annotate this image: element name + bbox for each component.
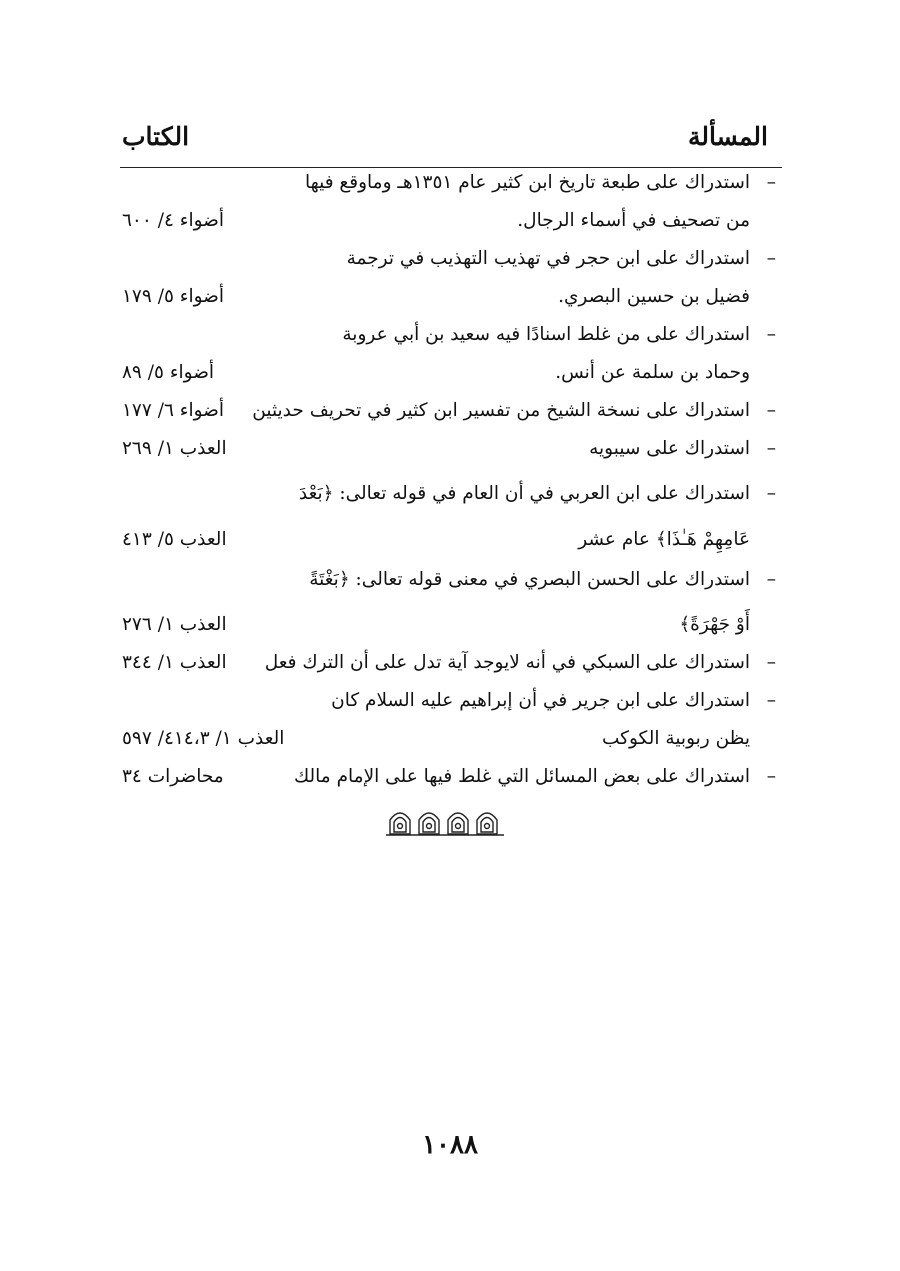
entry-reference: العذب ١/ ٤١٤،٣/ ٥٩٧ xyxy=(122,728,285,749)
entry-reference: العذب ٥/ ٤١٣ xyxy=(122,529,227,550)
entry-reference: أضواء ٥/ ١٧٩ xyxy=(122,286,225,307)
entry-text-line: عَامِهِمْ هَـٰذَا﴾ عام عشر xyxy=(578,529,750,550)
entry-reference: العذب ١/ ٣٤٤ xyxy=(122,652,227,673)
entry-text-line: استدراك على ابن جرير في أن إبراهيم عليه السلام كان xyxy=(331,690,750,711)
entry-reference: أضواء ٤/ ٦٠٠ xyxy=(122,210,225,231)
entry-text-line: استدراك على طبعة تاريخ ابن كثير عام ١٣٥١هـ وماوقع فيها xyxy=(304,172,750,193)
entry-text-line: استدراك على بعض المسائل التي غلط فيها على الإمام مالك xyxy=(293,766,750,787)
entry-dash: – xyxy=(766,248,776,269)
entry-text-line: يظن ربوبية الكوكب xyxy=(602,728,750,749)
entry-dash: – xyxy=(766,766,776,787)
entry-reference: محاضرات ٣٤ xyxy=(122,766,224,787)
entry-text-line: من تصحيف في أسماء الرجال. xyxy=(517,210,750,231)
entry-text-line: أَوْ جَهْرَةً﴾ xyxy=(679,614,750,635)
ornament-divider-icon xyxy=(386,806,504,836)
entry-dash: – xyxy=(766,569,776,590)
entry-reference: العذب ١/ ٢٧٦ xyxy=(122,614,227,635)
entry-text-line: استدراك على السبكي في أنه لايوجد آية تدل على أن الترك فعل xyxy=(264,652,750,673)
entry-text-line: استدراك على نسخة الشيخ من تفسير ابن كثير في تحريف حديثين xyxy=(252,400,750,421)
header-rule xyxy=(120,167,782,168)
entry-text-line: فضيل بن حسين البصري. xyxy=(558,286,750,307)
entry-dash: – xyxy=(766,690,776,711)
entry-dash: – xyxy=(766,483,776,504)
entry-dash: – xyxy=(766,400,776,421)
entry-reference: أضواء ٥/ ٨٩ xyxy=(122,362,215,383)
entry-reference: أضواء ٦/ ١٧٧ xyxy=(122,400,225,421)
entry-reference: العذب ١/ ٢٦٩ xyxy=(122,438,227,459)
entry-dash: – xyxy=(766,172,776,193)
column-header-book: الكتاب xyxy=(122,122,190,151)
entry-text-line: استدراك على سيبويه xyxy=(589,438,750,459)
entry-text-line: استدراك على ابن العربي في أن العام في قوله تعالى: ﴿بَعْدَ xyxy=(298,483,750,504)
entry-text-line: استدراك على ابن حجر في تهذيب التهذيب في ترجمة xyxy=(346,248,750,269)
entry-dash: – xyxy=(766,438,776,459)
entry-dash: – xyxy=(766,652,776,673)
entry-text-line: استدراك على الحسن البصري في معنى قوله تعالى: ﴿بَغْتَةً xyxy=(309,569,750,590)
entry-text-line: استدراك على من غلط اسنادًا فيه سعيد بن أبي عروبة xyxy=(342,324,750,345)
entry-dash: – xyxy=(766,324,776,345)
entry-text-line: وحماد بن سلمة عن أنس. xyxy=(555,362,750,383)
page-number: ١٠٨٨ xyxy=(422,1130,478,1160)
column-header-issue: المسألة xyxy=(688,122,768,151)
